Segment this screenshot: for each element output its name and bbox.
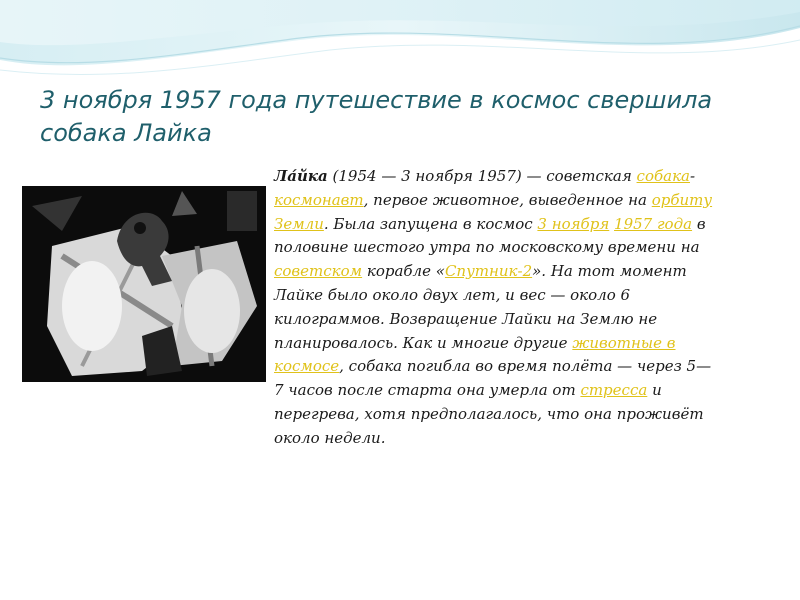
text-segment: ». На тот момент Лайке было около двух лет, и вес — около 6 килограммов. Возвращение Лайки на Землю не планировалось. Как и многие другие xyxy=(274,262,687,352)
slide-title: 3 ноября 1957 года путешествие в космос свершила собака Лайка xyxy=(40,86,713,147)
text-segment: , собака погибла во время полёта — через 5—7 часов после старта она умерла от xyxy=(274,357,712,400)
link-orbit[interactable]: орбиту xyxy=(651,190,713,209)
text-segment: (1954 — 3 ноября 1957) — советская xyxy=(327,167,637,185)
laika-photo xyxy=(22,186,266,382)
link-animals-in-space[interactable]: животные в космосе xyxy=(274,333,676,376)
link-november-3[interactable]: 3 ноября xyxy=(537,214,610,233)
text-segment: . xyxy=(380,428,386,447)
text-segment: - xyxy=(689,167,696,185)
text-segment: корабле « xyxy=(362,262,445,281)
description-text xyxy=(274,165,714,451)
link-sputnik-2[interactable]: Спутник-2 xyxy=(444,262,533,281)
link-dog[interactable]: собака xyxy=(636,167,690,185)
text-segment: , первое животное, выведенное на xyxy=(363,190,652,209)
text-segment: и перегрева, хотя предполагалось, что она проживёт около недели xyxy=(274,381,704,447)
text-segment: . Была запущена в космос xyxy=(323,214,538,233)
link-earth[interactable]: Земли xyxy=(274,214,324,233)
decorative-wave xyxy=(0,0,800,95)
link-soviet[interactable]: советском xyxy=(274,262,363,281)
link-cosmonaut[interactable]: космонавт xyxy=(274,190,364,209)
laika-name: Ла́йка xyxy=(274,167,328,185)
link-stress[interactable]: стресса xyxy=(580,381,648,400)
link-year-1957[interactable]: 1957 года xyxy=(614,214,693,233)
text-segment: в половине шестого утра по московскому времени на xyxy=(274,214,706,257)
